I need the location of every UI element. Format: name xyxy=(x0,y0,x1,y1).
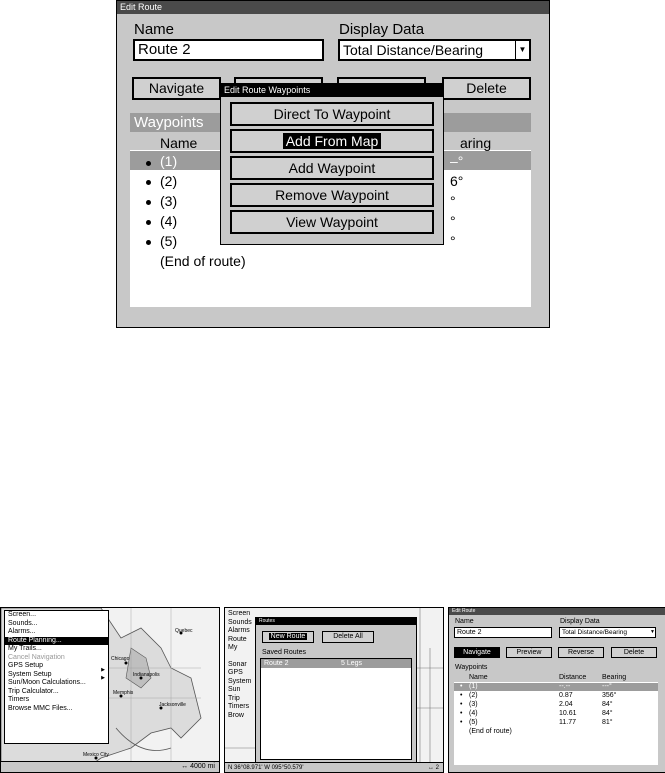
thumb-col-name: Name xyxy=(469,674,488,681)
bullet-icon xyxy=(146,180,151,185)
bg-menu-item: Sonar xyxy=(228,660,247,668)
thumb-row-distance: --.-- xyxy=(559,683,571,690)
thumb-row-distance: 0.87 xyxy=(559,692,573,699)
new-route-label: New Route xyxy=(270,633,306,640)
route-name-value: Route 2 xyxy=(138,41,191,58)
window-title: Edit Route xyxy=(117,1,549,14)
route-name-input[interactable] xyxy=(133,39,324,61)
menu-item-system-setup[interactable]: System Setup xyxy=(8,670,52,678)
thumb-row-distance: 10.61 xyxy=(559,710,577,717)
waypoint-row-name[interactable]: (5) xyxy=(160,233,178,249)
direct-to-waypoint-item[interactable]: Direct To Waypoint xyxy=(230,102,434,126)
menu-item-trip-calculator[interactable]: Trip Calculator... xyxy=(8,687,59,695)
waypoint-row-name[interactable]: (3) xyxy=(160,193,178,209)
main-menu xyxy=(4,610,109,744)
bg-menu-item: Screen xyxy=(228,610,251,617)
waypoint-row-name[interactable]: (4) xyxy=(160,213,178,229)
thumb-route-name-value: Route 2 xyxy=(457,629,482,636)
thumb-edit-route-screen xyxy=(448,607,665,773)
thumb-name-label: Name xyxy=(455,618,474,625)
zoom-readout: ↔ 2 xyxy=(427,765,439,771)
submenu-arrow-icon: ▶ xyxy=(101,675,105,681)
menu-item-screen[interactable]: Screen... xyxy=(8,611,37,618)
thumb-edit-title: Edit Route xyxy=(449,608,665,615)
bg-menu-item: Trip xyxy=(228,694,240,702)
menu-item-route-planning[interactable]: Route Planning... xyxy=(5,637,108,646)
thumb-row-bearing: ---° xyxy=(602,683,612,690)
delete-button[interactable]: Delete xyxy=(442,77,531,100)
route-row-selected[interactable] xyxy=(261,659,411,668)
menu-item-gps-setup[interactable]: GPS Setup xyxy=(8,662,44,669)
bg-menu-item: Sun xyxy=(228,686,241,693)
routes-title: Routes xyxy=(256,618,416,625)
bg-menu-item: Timers xyxy=(228,703,250,710)
display-data-value: Total Distance/Bearing xyxy=(343,42,484,58)
waypoint-row-bearing: ° xyxy=(450,193,456,209)
bg-menu-item: My xyxy=(228,644,238,651)
waypoint-row-name[interactable]: (1) xyxy=(160,153,178,169)
waypoint-row-bearing: –° xyxy=(450,153,464,169)
view-waypoint-item[interactable]: View Waypoint xyxy=(230,210,434,234)
saved-routes-list[interactable] xyxy=(260,658,412,760)
thumb-route-name-input[interactable] xyxy=(454,627,552,638)
thumb-delete-button[interactable]: Delete xyxy=(611,647,657,658)
zoom-value: 4000 xyxy=(190,763,206,770)
chevron-down-icon[interactable]: ▼ xyxy=(515,41,529,59)
bg-menu-item: GPS xyxy=(228,669,243,676)
thumb-row-name: (5) xyxy=(469,719,478,726)
bullet-icon: • xyxy=(460,701,463,708)
bullet-icon xyxy=(146,200,151,205)
thumb-row-selected[interactable] xyxy=(454,683,658,691)
thumb-row-distance: 2.04 xyxy=(559,701,573,708)
menu-item-browse-mmc[interactable]: Browse MMC Files... xyxy=(8,704,73,712)
thumb-waypoints-label: Waypoints xyxy=(455,664,488,671)
menu-item-alarms[interactable]: Alarms... xyxy=(8,628,36,635)
thumb-waypoints-list[interactable] xyxy=(454,673,658,765)
bg-menu-item: Brow xyxy=(228,711,244,719)
end-of-route: (End of route) xyxy=(160,253,246,269)
remove-waypoint-item[interactable]: Remove Waypoint xyxy=(230,183,434,207)
city-label: Mexico City xyxy=(83,752,109,758)
navigate-button[interactable]: Navigate xyxy=(132,77,221,100)
name-label: Name xyxy=(134,21,175,38)
saved-routes-label: Saved Routes xyxy=(262,649,306,656)
thumb-navigate-button[interactable]: Navigate xyxy=(454,647,500,658)
bg-menu-item: System xyxy=(228,677,252,685)
waypoint-row-bearing: ° xyxy=(450,213,456,229)
city-label: Chicago xyxy=(111,656,130,662)
thumb-display-select[interactable] xyxy=(559,627,656,638)
bg-menu-item: Route xyxy=(228,635,247,643)
thumb-display-value: Total Distance/Bearing xyxy=(562,629,628,636)
zoom-value: 2 xyxy=(435,765,439,771)
city-label: Jacksonville xyxy=(159,702,186,708)
display-data-select[interactable] xyxy=(338,39,531,61)
bg-menu-item: Sounds xyxy=(228,618,252,626)
waypoint-row-bearing: ° xyxy=(450,233,456,249)
thumb-col-distance: Distance xyxy=(559,674,587,681)
route-row-legs: 5 Legs xyxy=(341,660,363,667)
bg-menu-item: Alarms xyxy=(228,627,250,634)
thumb-row-bearing: 356° xyxy=(602,692,617,699)
waypoint-row-bearing: 6° xyxy=(450,173,464,189)
coordinate-readout: N 36°08.971' W 095°50.579' xyxy=(228,765,304,771)
delete-all-button[interactable]: Delete All xyxy=(322,631,374,643)
routes-dialog xyxy=(255,617,417,764)
thumb-reverse-button[interactable]: Reverse xyxy=(558,647,604,658)
status-bar xyxy=(225,762,443,773)
thumb-row-name: (3) xyxy=(469,701,478,708)
thumb-row-bearing: 84° xyxy=(602,701,613,708)
chevron-down-icon[interactable]: ▼ xyxy=(650,629,655,635)
thumb-end-of-route: (End of route) xyxy=(469,728,512,735)
background-menu xyxy=(228,610,258,720)
column-name-header: Name xyxy=(160,135,198,151)
city-label: Indianapolis xyxy=(133,672,160,678)
display-data-label: Display Data xyxy=(339,21,425,38)
thumb-row-bearing: 81° xyxy=(602,719,613,726)
status-bar xyxy=(1,761,219,773)
route-row-name: Route 2 xyxy=(264,660,289,667)
menu-item-sounds[interactable]: Sounds... xyxy=(8,619,38,627)
city-label: Memphis xyxy=(113,690,134,696)
submenu-arrow-icon: ▶ xyxy=(101,667,105,673)
thumb-row-name: (2) xyxy=(469,692,478,699)
bullet-icon: • xyxy=(460,692,463,699)
menu-item-cancel-navigation[interactable]: Cancel Navigation xyxy=(8,653,65,661)
thumb-preview-button[interactable]: Preview xyxy=(506,647,552,658)
thumb-main-menu-screen xyxy=(0,607,220,773)
add-waypoint-item[interactable]: Add Waypoint xyxy=(230,156,434,180)
zoom-readout: ↔ 4000 mi xyxy=(181,763,215,770)
add-from-map-item[interactable] xyxy=(230,129,434,153)
thumb-display-label: Display Data xyxy=(560,618,600,625)
menu-item-sun-moon[interactable]: Sun/Moon Calculations... xyxy=(8,679,86,686)
bullet-icon xyxy=(146,240,151,245)
waypoints-label: Waypoints xyxy=(134,114,204,131)
column-bearing-header: aring xyxy=(460,135,492,151)
thumb-routes-screen xyxy=(224,607,444,773)
bullet-icon: • xyxy=(460,710,463,717)
bullet-icon xyxy=(146,161,151,166)
bullet-icon xyxy=(146,220,151,225)
menu-item-my-trails[interactable]: My Trails... xyxy=(8,645,42,652)
new-route-button[interactable] xyxy=(262,631,314,643)
edit-route-waypoints-popup xyxy=(220,83,444,245)
thumb-column-headers xyxy=(454,673,658,682)
thumb-row-name: (4) xyxy=(469,710,478,717)
city-label: Quebec xyxy=(175,628,193,634)
thumb-col-bearing: Bearing xyxy=(602,674,627,681)
popup-title: Edit Route Waypoints xyxy=(221,84,443,97)
bullet-icon: • xyxy=(460,719,463,726)
thumb-row-distance: 11.77 xyxy=(559,719,576,726)
thumb-row-name: (1) xyxy=(469,683,478,690)
menu-item-timers[interactable]: Timers xyxy=(8,696,30,703)
bullet-icon: • xyxy=(460,683,463,690)
waypoint-row-name[interactable]: (2) xyxy=(160,173,178,189)
add-from-map-label: Add From Map xyxy=(283,133,382,149)
thumb-row-bearing: 84° xyxy=(602,710,613,717)
